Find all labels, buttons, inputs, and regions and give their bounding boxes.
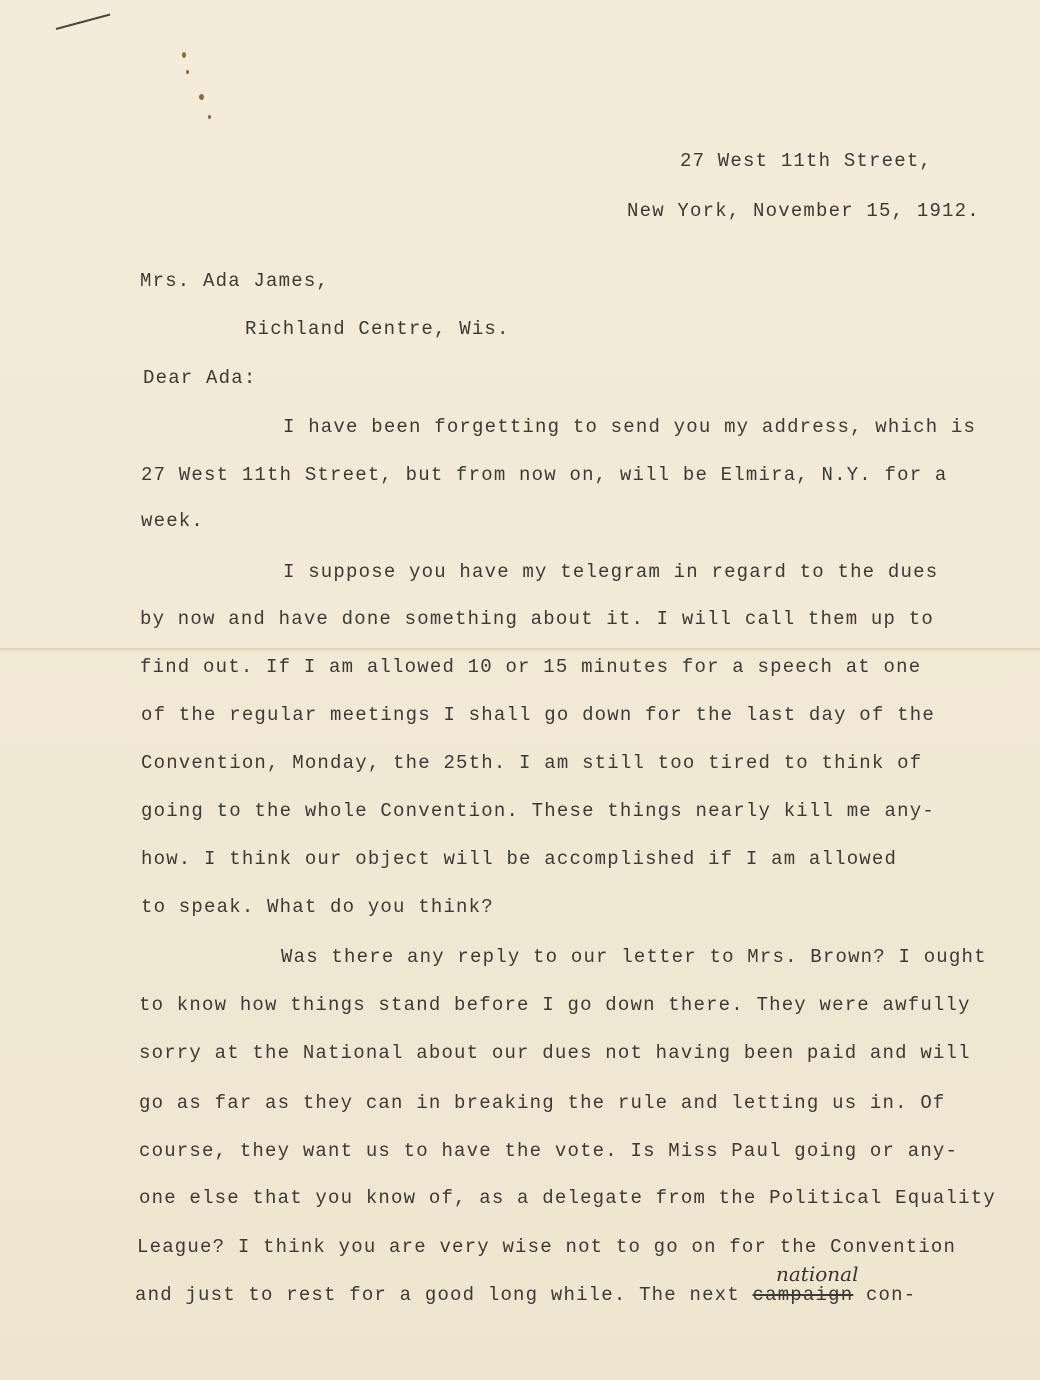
body-line: Was there any reply to our letter to Mrs. Brown? I ought bbox=[281, 946, 987, 968]
recipient-name: Mrs. Ada James, bbox=[140, 270, 330, 292]
ink-spot bbox=[186, 70, 189, 74]
body-line: go as far as they can in breaking the rule and letting us in. Of bbox=[139, 1092, 946, 1114]
body-line: I have been forgetting to send you my address, which is bbox=[283, 416, 977, 438]
letter-date: New York, November 15, 1912. bbox=[627, 200, 980, 222]
body-line: Convention, Monday, the 25th. I am still too tired to think of bbox=[141, 752, 923, 774]
body-line-last bbox=[135, 1284, 916, 1306]
body-line: going to the whole Convention. These things nearly kill me any- bbox=[141, 800, 935, 822]
pencil-mark bbox=[56, 14, 111, 30]
paper-fold bbox=[0, 648, 1040, 650]
body-line: 27 West 11th Street, but from now on, will be Elmira, N.Y. for a bbox=[141, 464, 948, 486]
ink-spot bbox=[199, 94, 204, 100]
body-line: one else that you know of, as a delegate from the Political Equality bbox=[139, 1187, 996, 1209]
body-line: I suppose you have my telegram in regard to the dues bbox=[283, 561, 939, 583]
struck-word: campaign bbox=[752, 1284, 854, 1306]
ink-spot bbox=[182, 52, 186, 58]
last-line-start: and just to rest for a good long while. The next bbox=[135, 1284, 740, 1306]
body-line: League? I think you are very wise not to go on for the Convention bbox=[137, 1236, 957, 1258]
body-line: to speak. What do you think? bbox=[141, 896, 494, 918]
body-line: of the regular meetings I shall go down for the last day of the bbox=[141, 704, 935, 726]
sender-address: 27 West 11th Street, bbox=[680, 150, 933, 172]
body-line: how. I think our object will be accomplished if I am allowed bbox=[141, 848, 898, 870]
salutation: Dear Ada: bbox=[143, 367, 257, 389]
ink-spot bbox=[208, 115, 211, 119]
last-line-end: con- bbox=[865, 1284, 917, 1306]
body-line: sorry at the National about our dues not having been paid and will bbox=[139, 1042, 971, 1064]
handwritten-insertion: national bbox=[776, 1262, 859, 1286]
body-line: week. bbox=[141, 510, 205, 532]
recipient-location: Richland Centre, Wis. bbox=[245, 318, 510, 340]
body-line: to know how things stand before I go down there. They were awfully bbox=[139, 994, 971, 1016]
body-line: by now and have done something about it. I will call them up to bbox=[140, 608, 934, 630]
body-line: find out. If I am allowed 10 or 15 minutes for a speech at one bbox=[140, 656, 922, 678]
body-line: course, they want us to have the vote. Is Miss Paul going or any- bbox=[139, 1140, 959, 1162]
